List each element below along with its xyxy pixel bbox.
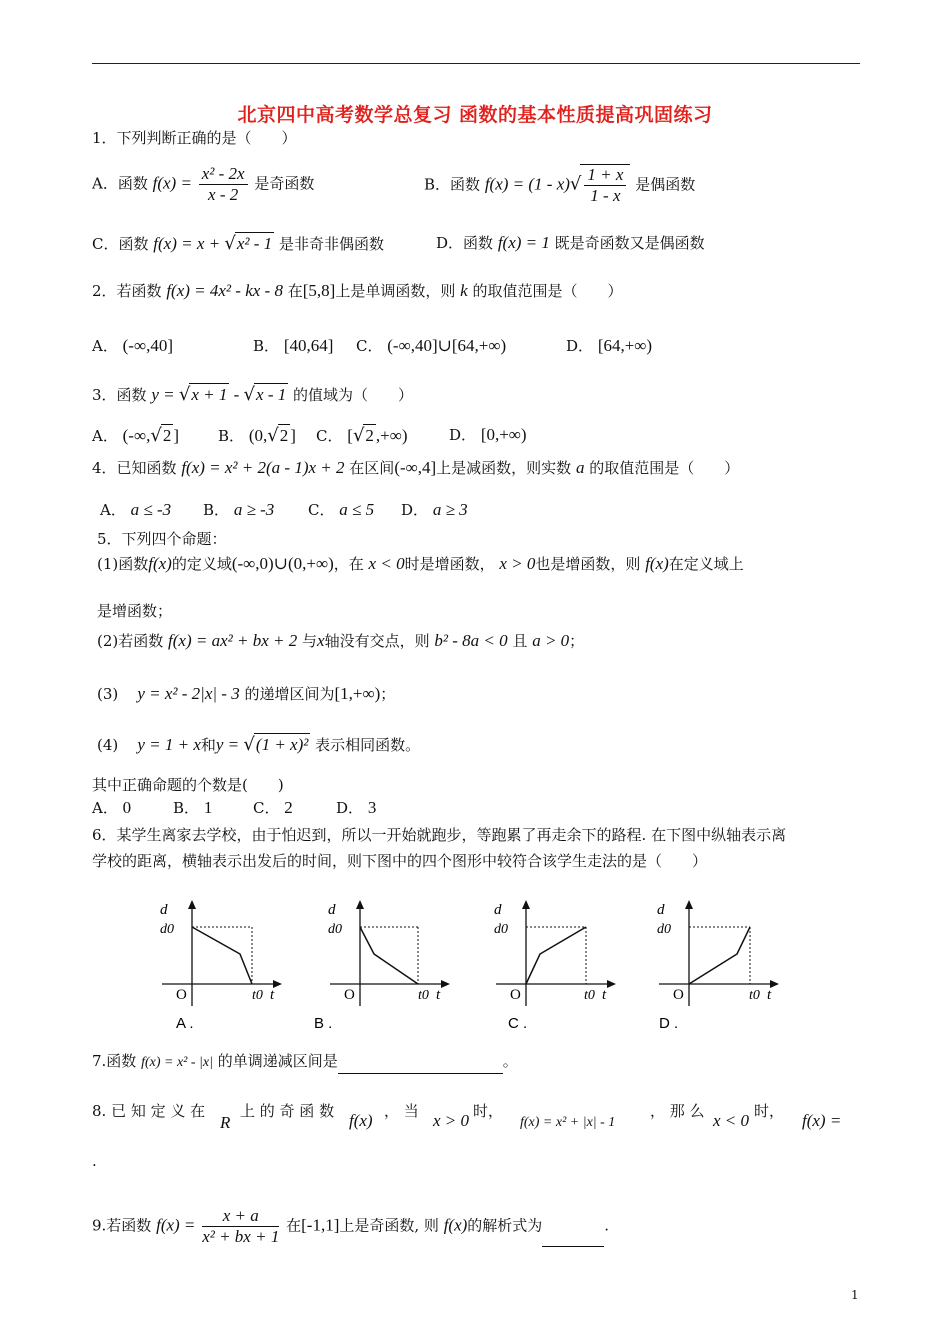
q5-p1-f: f(x)	[148, 554, 172, 573]
q5-p2-e: ；	[569, 632, 585, 650]
q5-p1-dom: (-∞,0)∪(0,+∞)	[231, 554, 334, 573]
q2-d: [64,+∞)	[597, 336, 653, 355]
x-label: t	[602, 987, 607, 1003]
q4-a-label: A．	[100, 501, 126, 519]
q9-prefix: 9.若函数	[92, 1216, 152, 1235]
q4-option-b	[203, 499, 274, 521]
q4-b-label: B．	[203, 501, 230, 519]
graph-label: A .	[176, 1015, 194, 1032]
q1-b-den: 1 - x	[590, 186, 621, 205]
q2-option-d	[566, 335, 652, 357]
q9-fraction	[202, 1206, 279, 1247]
y-label: d	[494, 902, 502, 918]
q5-d: 3	[367, 798, 377, 817]
x-tick: t0	[418, 988, 429, 1003]
q1-b-suffix: 是偶函数	[635, 175, 696, 194]
q9-num: x + a	[202, 1206, 279, 1227]
q1-stem: 1．下列判断正确的是（ ）	[92, 129, 297, 147]
q5-p3-c: ；	[380, 685, 396, 703]
q3-stem	[92, 383, 413, 406]
q4-c: a ≤ 5	[339, 500, 375, 519]
q2-a: (-∞,40]	[122, 336, 173, 355]
q9-end: .	[604, 1216, 610, 1235]
q6-line2: 学校的距离，横轴表示出发后的时间，则下图中的四个图形中较符合该学生走法的是（ ）	[92, 852, 708, 870]
q3-a-label: A．	[92, 427, 118, 445]
q4-expr: f(x) = x² + 2(a - 1)x + 2	[181, 458, 345, 477]
y-tick: d0	[160, 922, 174, 937]
q5-p1-b: 的定义域	[171, 555, 232, 573]
q5-p2-cond2: a > 0	[532, 631, 570, 650]
q3-option-d	[449, 424, 527, 446]
q8-prefix: 8. 已 知 定 义 在	[92, 1102, 206, 1120]
y-tick: d0	[494, 922, 508, 937]
q2-c-label: C．	[356, 337, 383, 355]
q2-mid2: 上是单调函数，则	[335, 282, 456, 300]
q2-interval: [5,8]	[302, 281, 336, 300]
q5-p1-a: (1)函数	[97, 555, 149, 573]
graph-label: D .	[659, 1015, 679, 1032]
sqrt-icon: √	[224, 233, 236, 254]
q4-var: a	[575, 458, 585, 477]
q1-a-fraction	[199, 164, 248, 205]
q3-minus: -	[229, 385, 244, 404]
q5-a-label: A．	[92, 799, 118, 817]
q9-suffix: 的解析式为	[467, 1216, 543, 1235]
q3-b-post: ]	[290, 426, 296, 445]
q1-b-fraction	[584, 165, 626, 206]
q1-d-expr: f(x) = 1	[497, 233, 550, 252]
q1-option-d	[436, 232, 705, 254]
q2-option-b	[253, 335, 333, 357]
q5-p3-a: (3)	[97, 685, 119, 703]
q1-option-c	[92, 232, 384, 255]
q7-prefix: 7.函数	[92, 1052, 137, 1070]
q7-suffix: 的单调递减区间是	[217, 1052, 338, 1070]
y-tick: d0	[657, 922, 671, 937]
q6-line1: 6．某学生离家去学校，由于怕迟到，所以一开始就跑步，等跑累了再走余下的路程. 在下图中纵轴表示离	[92, 826, 787, 844]
q7-expr: f(x) = x² - |x|	[141, 1055, 213, 1070]
q8-mid3: 时，	[473, 1102, 504, 1120]
q7-line	[92, 1050, 518, 1074]
q8-mid1: 上 的 奇 函 数	[240, 1102, 335, 1120]
q5-proposition-3	[97, 683, 395, 705]
q4-c-label: C．	[308, 501, 335, 519]
q3-b-pre: (0,	[248, 426, 268, 445]
q3-c-rad: 2	[365, 426, 374, 445]
x-tick: t0	[749, 988, 760, 1003]
origin-label: O	[510, 987, 521, 1003]
q2-d-label: D．	[566, 337, 594, 355]
q5-p1-x1: x < 0	[368, 554, 405, 573]
q8-cond1-text: x > 0	[433, 1111, 470, 1130]
q8-expr-text: f(x) = x² + |x| - 1	[520, 1115, 616, 1130]
q2-b: [40,64]	[283, 336, 334, 355]
q8-R	[220, 1112, 230, 1134]
q5-p4-b: 和	[200, 736, 216, 754]
q3-rad2: x - 1	[256, 385, 287, 404]
y-label: d	[328, 902, 336, 918]
q8-f	[349, 1110, 373, 1132]
q9-answer-blank[interactable]	[542, 1232, 604, 1247]
q8-mid2: ， 当	[384, 1102, 419, 1120]
q9-den: x² + bx + 1	[202, 1227, 280, 1246]
q5-p1-x2: x > 0	[499, 554, 536, 573]
sqrt-icon: √	[178, 384, 191, 405]
sqrt-icon: √	[243, 384, 256, 405]
q5-p3-int: [1,+∞)	[334, 684, 381, 703]
q1-option-a	[92, 164, 314, 205]
q2-a-label: A．	[92, 337, 118, 355]
q5-option-a	[92, 797, 131, 819]
page-title: 北京四中高考数学总复习 函数的基本性质提高巩固练习	[237, 104, 713, 126]
graph-label: C .	[508, 1015, 528, 1032]
q5-proposition-4	[97, 733, 420, 756]
q3-option-a	[92, 424, 179, 447]
q3-b-rad: 2	[279, 426, 289, 445]
sqrt-icon: √	[243, 734, 255, 755]
q8-ans-text: f(x) =	[802, 1111, 842, 1130]
q1-d-prefix: D．函数	[436, 234, 494, 252]
q5-p3-b: 的递增区间为	[244, 685, 335, 703]
y-label: d	[657, 902, 665, 918]
q8-cond2	[713, 1110, 749, 1132]
q1-c-suffix: 是非奇非偶函数	[278, 235, 384, 253]
q2-var: k	[460, 281, 468, 300]
q1-c-rad: x² - 1	[236, 234, 273, 253]
q3-b-label: B．	[218, 427, 245, 445]
q5-p2-cond1: b² - 8a < 0	[434, 631, 508, 650]
q1-option-b	[424, 164, 695, 206]
q5-c: 2	[284, 798, 293, 817]
graph-label: B .	[314, 1015, 333, 1032]
q1-c-prefix: C．函数	[92, 235, 149, 253]
q5-p2-b: 与	[302, 632, 318, 650]
q8-cont: .	[92, 1152, 97, 1170]
q5-p4-rad: (1 + x)²	[255, 735, 309, 754]
q4-suffix: 的取值范围是（ ）	[589, 459, 740, 477]
q3-a-rad: 2	[162, 426, 172, 445]
q5-p2-d: 且	[512, 632, 528, 650]
q4-d: a ≥ 3	[432, 500, 468, 519]
q5-p4-expr1: y = 1 + x	[137, 735, 201, 754]
q8-R-text: R	[220, 1113, 231, 1132]
q2-c: (-∞,40]∪[64,+∞)	[387, 336, 507, 355]
q2-prefix: 2．若函数	[92, 282, 162, 300]
q5-d-label: D．	[336, 799, 364, 817]
q4-prefix: 4．已知函数	[92, 459, 177, 477]
q4-mid2: 上是减函数，则实数	[436, 459, 572, 477]
q2-b-label: B．	[253, 337, 280, 355]
q4-d-label: D．	[401, 501, 429, 519]
q2-stem	[92, 280, 622, 302]
y-tick: d0	[328, 922, 342, 937]
q6-graph-a	[158, 898, 284, 1038]
q1-b-prefix: B．函数	[424, 175, 481, 194]
q2-option-c	[356, 335, 506, 357]
q5-b-label: B．	[173, 799, 200, 817]
q5-p1-d: 时是增函数，	[404, 555, 495, 573]
q4-interval: (-∞,4]	[394, 458, 437, 477]
q2-suffix: 的取值范围是（ ）	[472, 282, 623, 300]
q9-f: f(x) =	[156, 1215, 196, 1235]
q8-f-text: f(x)	[349, 1111, 373, 1130]
q5-p1-e: 也是增函数，则	[535, 555, 641, 573]
q3-a-pre: (-∞,	[122, 426, 151, 445]
q1-a-prefix: A．函数	[92, 174, 148, 193]
q5-a: 0	[122, 798, 132, 817]
origin-label: O	[344, 987, 355, 1003]
q5-proposition-1-cont: 是增函数；	[97, 602, 173, 620]
q1-a-suffix: 是奇函数	[254, 174, 315, 193]
x-tick: t0	[584, 988, 595, 1003]
q5-p1-g: 在定义域上	[668, 555, 744, 573]
q7-end: 。	[502, 1052, 518, 1070]
q5-proposition-1	[97, 553, 744, 575]
q8-cond1	[433, 1110, 469, 1132]
q5-option-d	[336, 797, 376, 819]
q9-line	[92, 1206, 609, 1247]
q1-d-suffix: 既是奇函数又是偶函数	[554, 234, 705, 252]
q5-p2-a: (2)若函数	[97, 632, 164, 650]
q3-prefix: 3．函数	[92, 386, 147, 404]
q3-expr-y: y =	[151, 385, 179, 404]
q1-a-num: x² - 2x	[199, 164, 248, 185]
q9-mid: 在	[286, 1216, 302, 1235]
q5-c-label: C．	[253, 799, 280, 817]
q5-p2-expr: f(x) = ax² + bx + 2	[168, 631, 298, 650]
q1-b-num: 1 + x	[584, 165, 626, 186]
q9-interval: [-1,1]	[301, 1215, 340, 1235]
q3-suffix: 的值域为（ ）	[293, 386, 414, 404]
q1-c-expr: f(x) = x +	[153, 234, 225, 253]
header-rule	[92, 63, 860, 64]
q5-ask: 其中正确命题的个数是( )	[92, 776, 284, 794]
q6-graph-d	[655, 898, 781, 1038]
x-label: t	[436, 987, 441, 1003]
q4-option-a	[100, 499, 171, 521]
q5-p1-c: ，在	[333, 555, 364, 573]
q4-stem	[92, 457, 739, 479]
q4-a: a ≤ -3	[130, 500, 172, 519]
q3-d: [0,+∞)	[480, 425, 527, 444]
q4-b: a ≥ -3	[233, 500, 275, 519]
q1-b-expr: f(x) = (1 - x)	[484, 174, 570, 194]
q3-c-label: C．	[316, 427, 343, 445]
q5-p3-expr: y = x² - 2|x| - 3	[137, 684, 240, 703]
q3-c-post: ,+∞)	[375, 426, 408, 445]
q3-option-c	[316, 424, 408, 447]
q6-graph-b	[314, 898, 452, 1038]
q5-stem: 5．下列四个命题：	[97, 530, 227, 548]
q3-c-pre: [	[347, 426, 353, 445]
sqrt-icon: √	[267, 425, 279, 446]
x-tick: t0	[252, 988, 263, 1003]
q5-b: 1	[203, 798, 213, 817]
origin-label: O	[176, 987, 187, 1003]
sqrt-icon: √	[352, 425, 365, 446]
q5-p2-c: 轴没有交点，则	[324, 632, 430, 650]
q5-option-b	[173, 797, 212, 819]
q5-option-c	[253, 797, 293, 819]
q3-option-b	[218, 424, 296, 447]
q2-mid: 在	[287, 282, 303, 300]
q5-p4-c: 表示相同函数。	[315, 736, 421, 754]
q5-p4-a: (4)	[97, 736, 119, 754]
sqrt-icon: √	[150, 425, 162, 446]
q8-ans	[802, 1110, 841, 1132]
q7-answer-blank[interactable]	[338, 1059, 503, 1074]
x-label: t	[767, 987, 772, 1003]
q5-proposition-2	[97, 630, 584, 652]
q3-d-label: D．	[449, 426, 477, 444]
q8-expr	[520, 1110, 615, 1134]
q8-cond2-text: x < 0	[713, 1111, 750, 1130]
q3-rad1: x + 1	[191, 385, 228, 404]
q8-mid4: ， 那 么	[650, 1102, 705, 1120]
q9-f2: f(x)	[443, 1215, 468, 1235]
origin-label: O	[673, 987, 684, 1003]
q8-mid5: 时，	[754, 1102, 785, 1120]
q5-p1-f2: f(x)	[645, 554, 669, 573]
sqrt-icon: √	[569, 173, 582, 195]
x-label: t	[270, 987, 275, 1003]
q5-p2-x: x	[317, 631, 325, 650]
q2-expr: f(x) = 4x² - kx - 8	[166, 281, 283, 300]
q1-a-den: x - 2	[208, 185, 239, 204]
q4-option-c	[308, 499, 374, 521]
q4-option-d	[401, 499, 468, 521]
page-number: 1	[851, 1288, 859, 1302]
q2-options	[92, 335, 173, 357]
q4-mid: 在区间	[349, 459, 395, 477]
y-label: d	[160, 902, 168, 918]
q9-mid2: 上是奇函数, 则	[339, 1216, 439, 1235]
q1-a-f: f(x) =	[152, 173, 192, 193]
q5-p4-expr2: y =	[215, 735, 244, 754]
q6-graph-c	[492, 898, 618, 1038]
q3-a-post: ]	[173, 426, 179, 445]
